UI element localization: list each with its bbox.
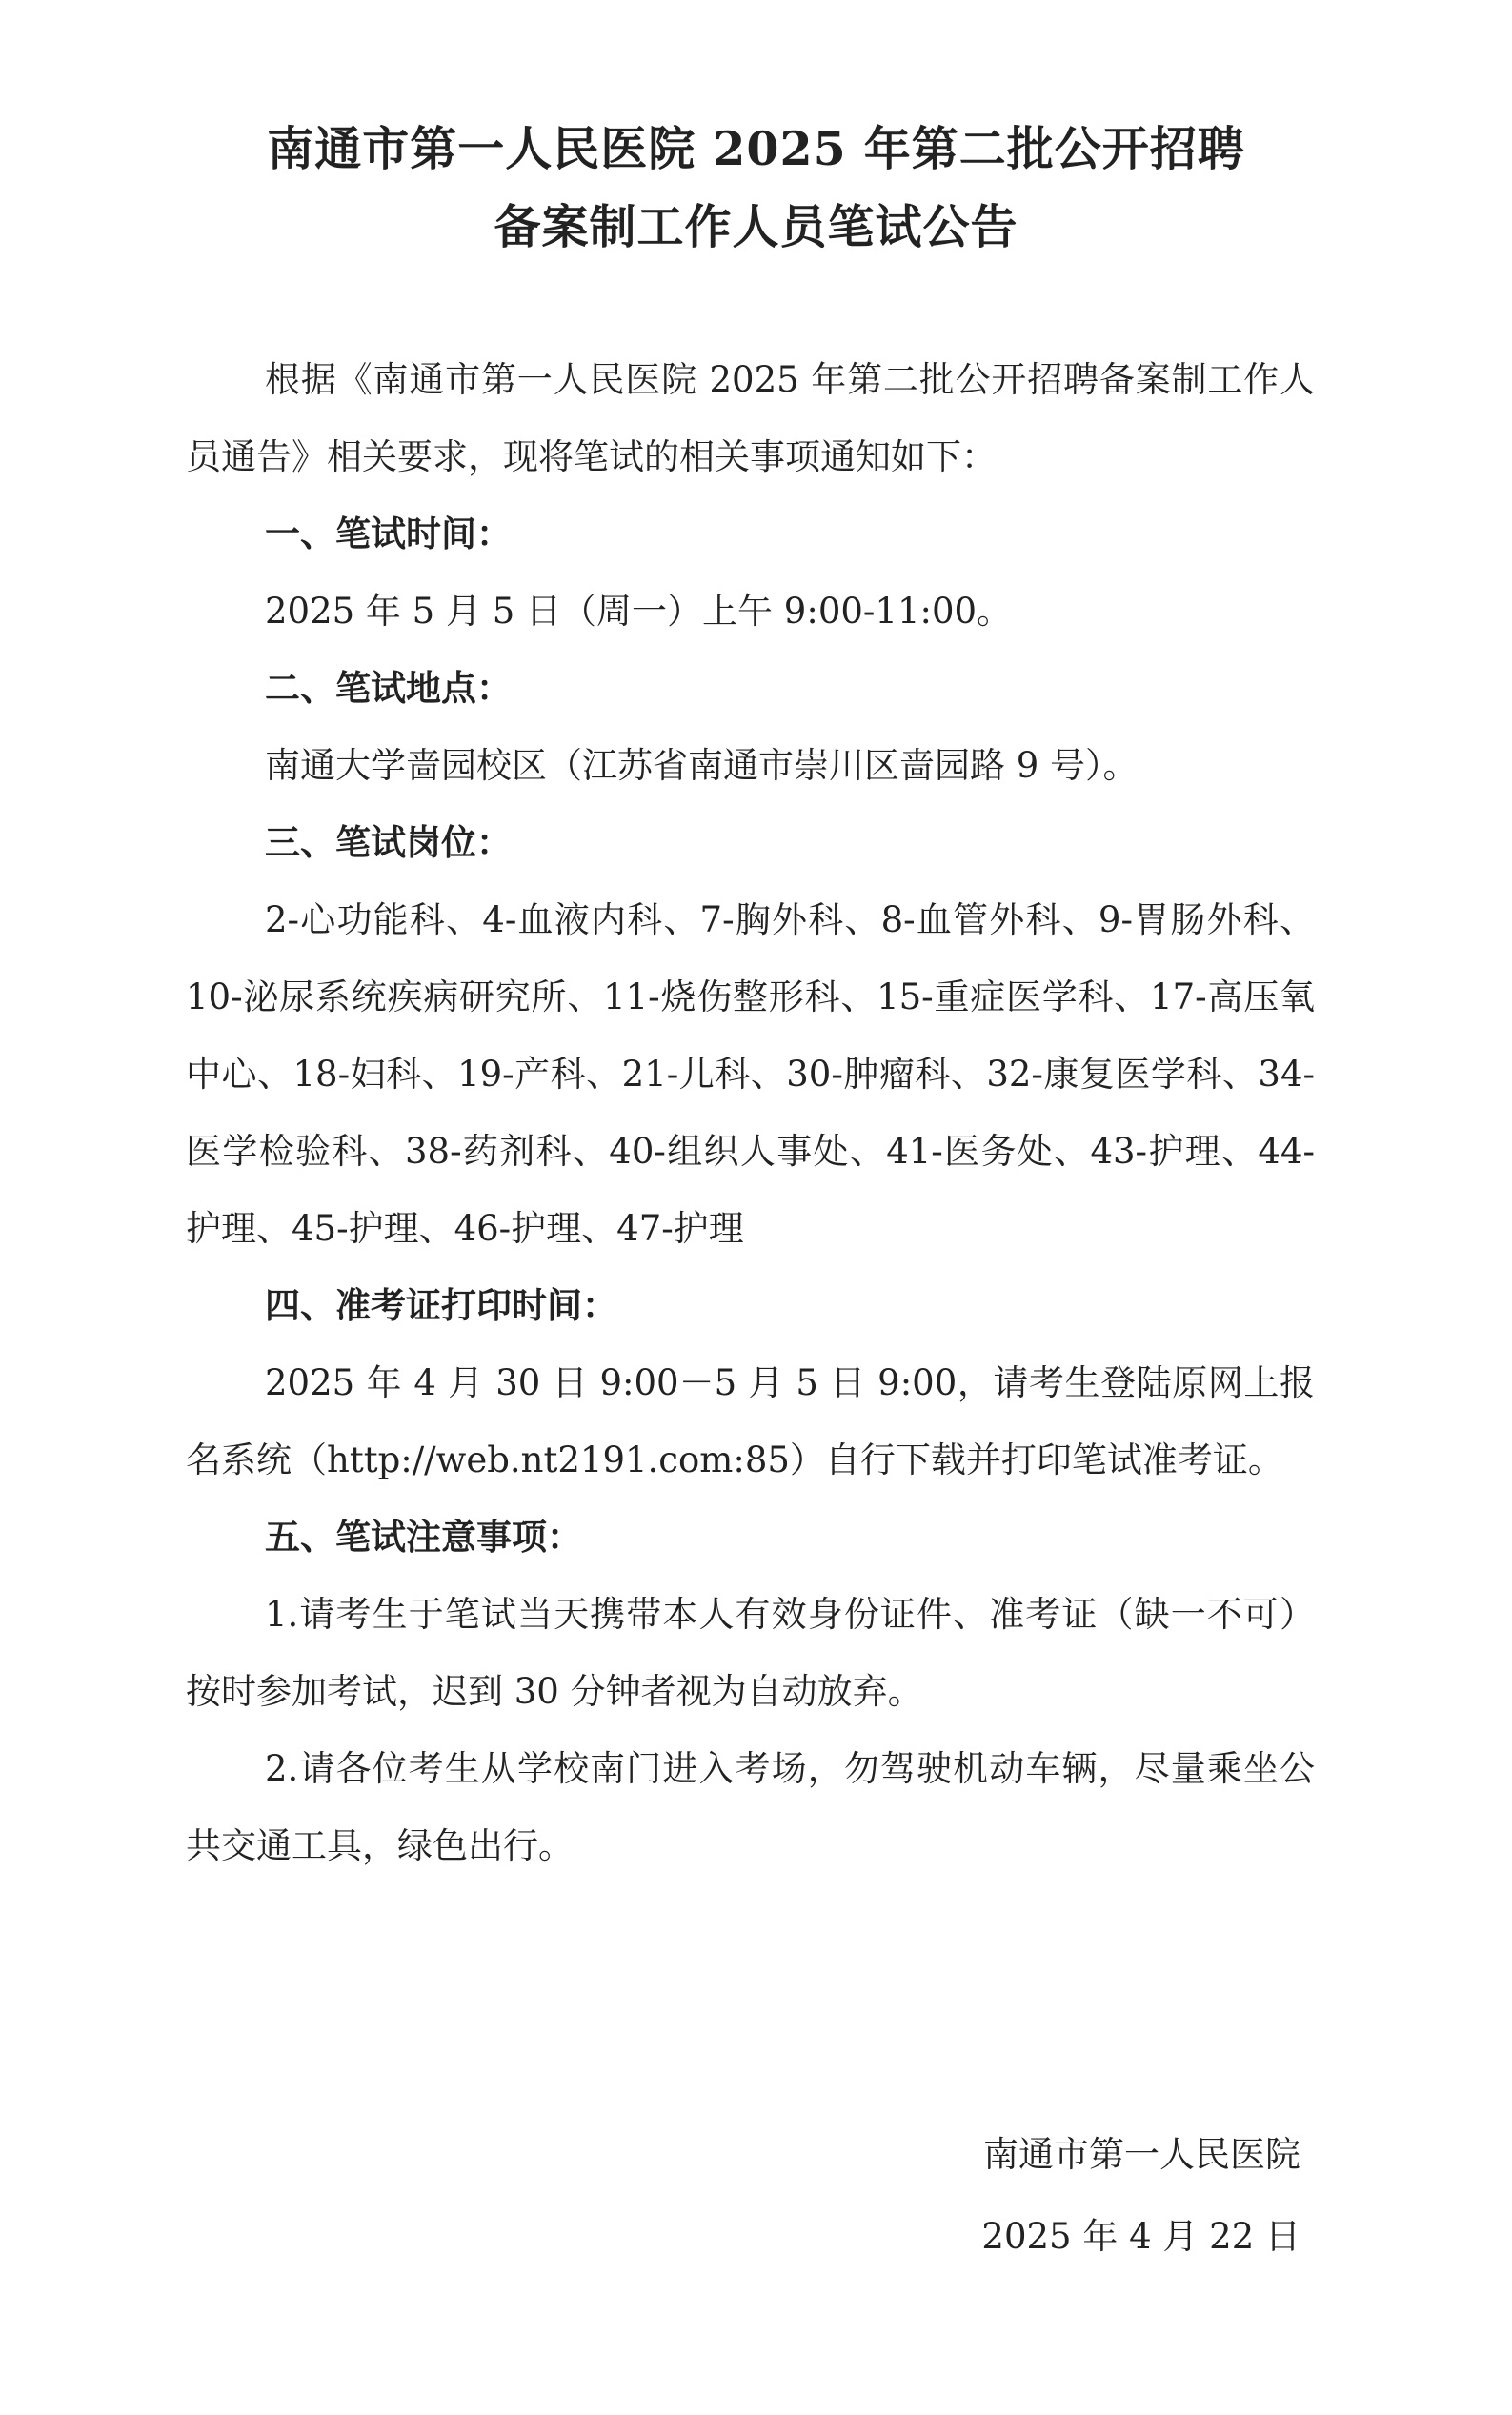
document-title-line2: 备案制工作人员笔试公告 <box>494 199 1018 254</box>
section-notes-item2: 2.请各位考生从学校南门进入考场，勿驾驶机动车辆，尽量乘坐公共交通工具，绿色出行。 <box>186 1748 1315 1866</box>
section-location-text: 南通大学啬园校区（江苏省南通市崇川区啬园路 9 号）。 <box>265 745 1139 786</box>
section-admission-text: 2025 年 4 月 30 日 9:00－5 月 5 日 9:00，请考生登陆原网上报名系统（http://web.nt2191.com:85）自行下载并打印笔试准考证。 <box>186 1362 1315 1480</box>
section-notes-item1: 1.请考生于笔试当天携带本人有效身份证件、准考证（缺一不可）按时参加考试，迟到 30 分钟者视为自动放弃。 <box>186 1594 1315 1712</box>
signature-date: 2025 年 4 月 22 日 <box>981 2216 1300 2257</box>
section-time-heading: 一、笔试时间： <box>265 513 512 554</box>
document-body <box>186 341 1315 1884</box>
section-admission-heading: 四、准考证打印时间： <box>265 1284 617 1326</box>
section-location-heading: 二、笔试地点： <box>265 667 512 709</box>
section-notes-heading: 五、笔试注意事项： <box>265 1516 582 1558</box>
section-positions-heading: 三、笔试岗位： <box>265 821 512 863</box>
intro-paragraph: 根据《南通市第一人民医院 2025 年第二批公开招聘备案制工作人员通告》相关要求，现将笔试的相关事项通知如下： <box>186 359 1315 477</box>
section-positions-text: 2-心功能科、4-血液内科、7-胸外科、8-血管外科、9-胃肠外科、10-泌尿系统疾病研究所、11-烧伤整形科、15-重症医学科、17-高压氧中心、18-妇科、19-产科、21-儿科、30-肿瘤科、32-康复医学科、34-医学检验科、38-药剂科、40-组织人事处、41-医务处、43-护理、44-护理、45-护理、46-护理、47-护理 <box>186 899 1315 1249</box>
signature-organization: 南通市第一人民医院 <box>983 2134 1300 2175</box>
section-time-text: 2025 年 5 月 5 日（周一）上午 9:00-11:00。 <box>265 591 1013 632</box>
document-title-line1: 南通市第一人民医院 2025 年第二批公开招聘 <box>267 121 1245 176</box>
